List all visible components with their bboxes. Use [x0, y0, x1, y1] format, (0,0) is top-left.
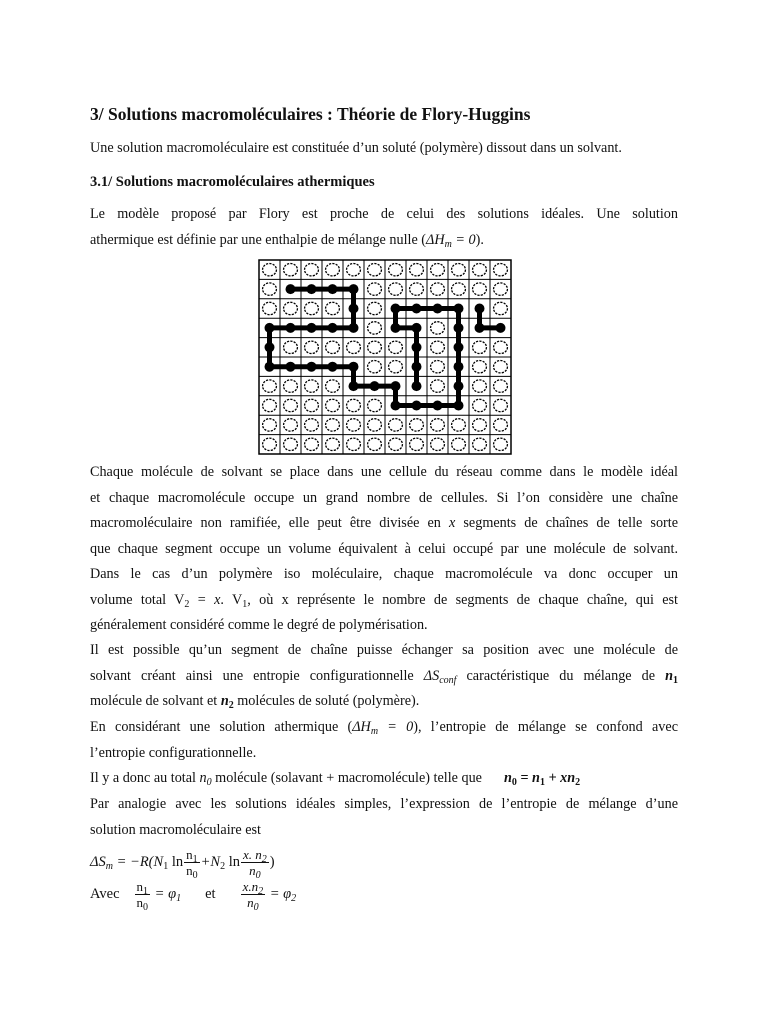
polymer-segment — [349, 323, 359, 333]
paragraph-analogy: Par analogie avec les solutions idéales simples, l’expression de l’entropie de mélange d’une solution macromoléculaire est — [90, 796, 678, 838]
solvent-molecule — [389, 341, 403, 353]
polymer-segment — [265, 362, 275, 372]
solvent-molecule — [473, 419, 487, 431]
polymer-segment — [412, 323, 422, 333]
solvent-molecule — [305, 302, 319, 314]
polymer-segment — [391, 381, 401, 391]
solvent-molecule — [494, 419, 508, 431]
solvent-molecule — [263, 380, 277, 392]
polymer-segment — [349, 362, 359, 372]
polymer-segment — [265, 342, 275, 352]
polymer-segment — [265, 323, 275, 333]
solvent-molecule — [431, 360, 445, 372]
solvent-molecule — [494, 263, 508, 275]
solvent-molecule — [494, 360, 508, 372]
solvent-molecule — [263, 438, 277, 450]
solvent-molecule — [494, 438, 508, 450]
solvent-molecule — [494, 341, 508, 353]
equation-volume-fractions: Avec $\frac{n_1}{n_0}$ = $\varphi_1$ et $\frac{x.n_2}{n_0}$ = $\varphi_2$ — [90, 879, 297, 914]
solvent-molecule — [326, 399, 340, 411]
solvent-molecule — [473, 380, 487, 392]
polymer-segment — [328, 323, 338, 333]
polymer-segment — [412, 304, 422, 314]
subsection-title: 3.1/ Solutions macromoléculaires athermiques — [90, 174, 375, 190]
solvent-molecule — [389, 360, 403, 372]
solvent-molecule — [284, 419, 298, 431]
solvent-molecule — [410, 263, 424, 275]
polymer-segment — [475, 323, 485, 333]
solvent-molecule — [410, 283, 424, 295]
solvent-molecule — [305, 380, 319, 392]
fraction-phi2: $\frac{x.n_2}{n_0}$ — [242, 879, 264, 914]
solvent-molecule — [263, 399, 277, 411]
solvent-molecule — [494, 283, 508, 295]
polymer-segment — [454, 342, 464, 352]
intro-paragraph: Une solution macromoléculaire est constituée d’un soluté (polymère) dissout dans un solvant. — [90, 140, 622, 156]
solvent-molecule — [389, 283, 403, 295]
solvent-molecule — [431, 263, 445, 275]
solvent-molecule — [431, 283, 445, 295]
solvent-molecule — [368, 419, 382, 431]
solvent-molecule — [305, 341, 319, 353]
solvent-molecule — [410, 438, 424, 450]
solvent-molecule — [368, 360, 382, 372]
solvent-molecule — [326, 302, 340, 314]
polymer-segment — [412, 401, 422, 411]
solvent-molecule — [494, 302, 508, 314]
solvent-molecule — [347, 419, 361, 431]
polymer-segment — [412, 381, 422, 391]
solvent-molecule — [347, 341, 361, 353]
paragraph-configurational-entropy: Il est possible qu’un segment de chaîne puisse échanger sa position avec une molécule de solvant créant ainsi une entropie configurationnelle $\Delta S_{conf}$ caractéristique du mélange de $n_1$ molécule de solvant et $n_2$ molécules de soluté (polymère). — [90, 642, 678, 711]
polymer-segment — [391, 401, 401, 411]
solvent-molecule — [368, 438, 382, 450]
paragraph-flory-model: Le modèle proposé par Flory est proche de celui des solutions idéales. Une solution athermique est définie par une enthalpie de mélange nulle $(\Delta H_m = 0)$. — [90, 206, 678, 250]
polymer-segment — [391, 304, 401, 314]
polymer-segment — [328, 362, 338, 372]
solvent-molecule — [305, 438, 319, 450]
solvent-molecule — [263, 283, 277, 295]
polymer-segment — [454, 304, 464, 314]
solvent-molecule — [452, 263, 466, 275]
polymer-segment — [475, 304, 485, 314]
polymer-segment — [391, 323, 401, 333]
solvent-molecule — [389, 419, 403, 431]
solvent-molecule — [494, 399, 508, 411]
solvent-molecule — [431, 419, 445, 431]
solvent-molecule — [410, 419, 424, 431]
polymer-segment — [286, 362, 296, 372]
solvent-molecule — [284, 302, 298, 314]
solvent-molecule — [452, 438, 466, 450]
solvent-molecule — [368, 263, 382, 275]
solvent-molecule — [473, 283, 487, 295]
paragraph-total-molecules: Il y a donc au total $n_0$ molécule (solavant + macromolécule) telle que $n_0 = n_1 + xn_2$ — [90, 770, 581, 788]
polymer-segment — [286, 323, 296, 333]
solvent-molecule — [347, 399, 361, 411]
paragraph-lattice-description: Chaque molécule de solvant se place dans une cellule du réseau comme dans le modèle idéal et chaque macromolécule occupe un grand nombre de cellules. Si l’on considère une chaîne macromoléculaire non ramifiée, elle peut être divisée en x segments de chaînes de telle sorte que chaque segment occupe un volume équivalent à celui occupé par une molécule de solvant. Dans le cas d’un polymère iso moléculaire, chaque macromolécule va donc occuper un volume total $V_2 = x$. $V_1$, où x représente le nombre de segments de chaque chaîne, qui est généralement considéré comme le degré de polymérisation. — [90, 464, 678, 633]
solvent-molecule — [326, 263, 340, 275]
solvent-molecule — [473, 438, 487, 450]
solvent-molecule — [284, 380, 298, 392]
polymer-segment — [433, 304, 443, 314]
solvent-molecule — [473, 399, 487, 411]
solvent-molecule — [368, 302, 382, 314]
polymer-segment — [454, 362, 464, 372]
solvent-molecule — [368, 283, 382, 295]
solvent-molecule — [284, 438, 298, 450]
solvent-molecule — [494, 380, 508, 392]
fraction-xn2-over-n0: $\frac{x. n_2}{n_0}$ — [242, 847, 267, 882]
polymer-segment — [307, 362, 317, 372]
solvent-molecule — [305, 263, 319, 275]
solvent-molecule — [452, 283, 466, 295]
solvent-molecule — [263, 263, 277, 275]
solvent-molecule — [326, 380, 340, 392]
polymer-segment — [349, 381, 359, 391]
polymer-segment — [454, 323, 464, 333]
solvent-molecule — [305, 419, 319, 431]
solvent-molecule — [263, 302, 277, 314]
solvent-molecule — [284, 399, 298, 411]
polymer-segment — [349, 284, 359, 294]
polymer-segment — [286, 284, 296, 294]
polymer-segment — [454, 401, 464, 411]
polymer-segment — [454, 381, 464, 391]
polymer-segment — [412, 362, 422, 372]
solvent-molecule — [326, 438, 340, 450]
solvent-molecule — [284, 341, 298, 353]
solvent-molecule — [368, 341, 382, 353]
solvent-molecule — [368, 322, 382, 334]
solvent-molecule — [431, 322, 445, 334]
solvent-molecule — [389, 438, 403, 450]
solvent-molecule — [473, 263, 487, 275]
polymer-segment — [349, 304, 359, 314]
solvent-molecule — [431, 380, 445, 392]
polymer-segment — [328, 284, 338, 294]
solvent-molecule — [284, 263, 298, 275]
solvent-molecule — [473, 360, 487, 372]
solvent-molecule — [263, 419, 277, 431]
equation-mixing-entropy: $\Delta S_m = -R(N_1$ ln $\frac{n_1}{n_0}$ $+N_2$ ln $\frac{x. n_2}{n_0}$ ) — [90, 847, 275, 882]
polymer-segment — [496, 323, 506, 333]
solvent-molecule — [431, 438, 445, 450]
section-title: 3/ Solutions macromoléculaires : Théorie de Flory-Huggins — [90, 104, 531, 124]
solvent-molecule — [326, 419, 340, 431]
flory-lattice-diagram — [258, 259, 512, 455]
solvent-molecule — [368, 399, 382, 411]
polymer-segment — [307, 284, 317, 294]
polymer-segment — [412, 342, 422, 352]
fraction-n1-over-n0: $\frac{n_1}{n_0}$ — [186, 847, 198, 882]
solvent-molecule — [326, 341, 340, 353]
solvent-molecule — [347, 263, 361, 275]
paragraph-athermic-solution: En considérant une solution athermique $(\Delta H_m = 0)$, l’entropie de mélange se confond avec l’entropie configurationnelle. — [90, 719, 678, 761]
solvent-molecule — [347, 438, 361, 450]
solvent-molecule — [305, 399, 319, 411]
solvent-molecule — [431, 341, 445, 353]
polymer-segment — [307, 323, 317, 333]
fraction-phi1: $\frac{n_1}{n_0}$ — [136, 879, 149, 914]
solvent-molecule — [389, 263, 403, 275]
solvent-molecule — [473, 341, 487, 353]
polymer-segment — [370, 381, 380, 391]
solvent-molecule — [452, 419, 466, 431]
polymer-segment — [433, 401, 443, 411]
